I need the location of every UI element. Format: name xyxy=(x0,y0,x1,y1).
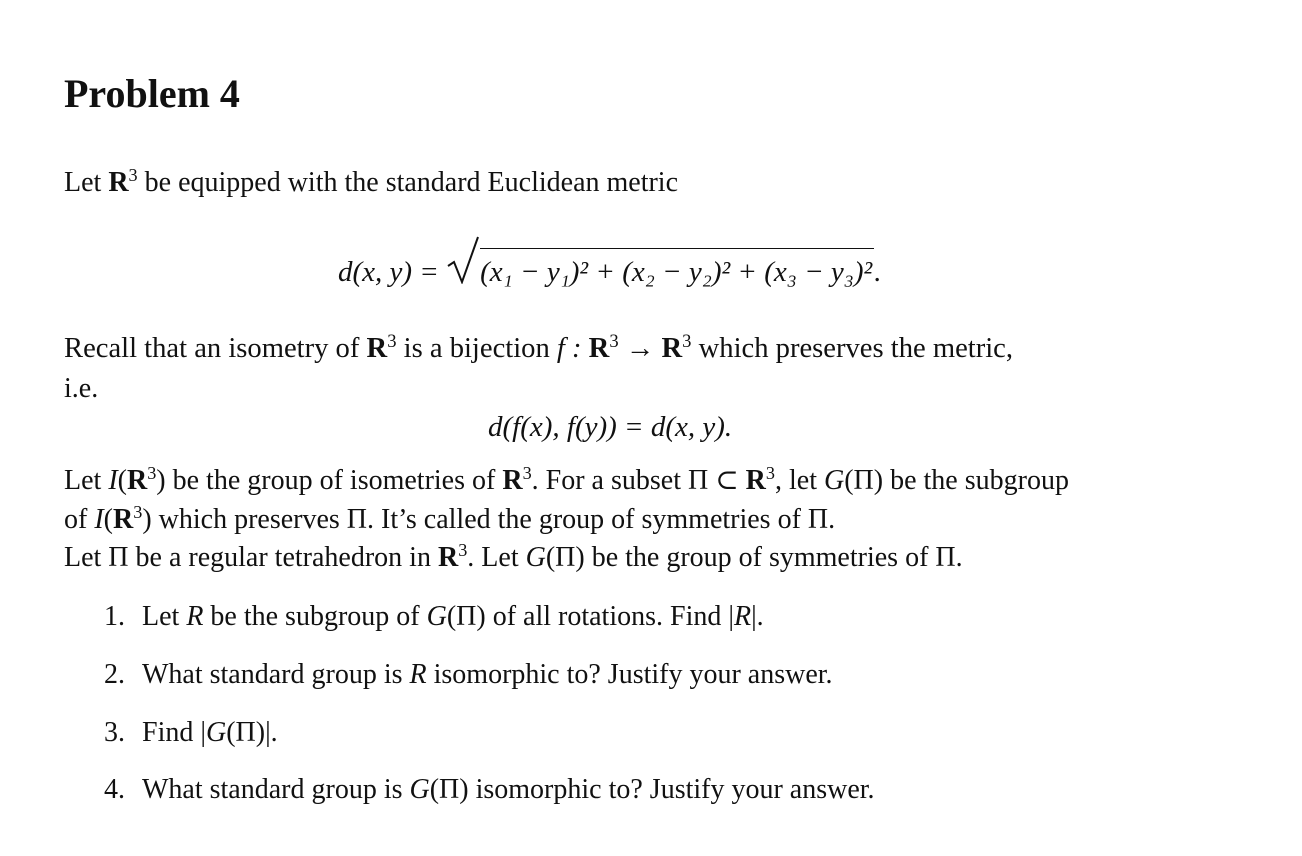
symmetry-group-symbol: G xyxy=(824,465,845,496)
list-text: be the subgroup of xyxy=(203,601,427,632)
metric-equation xyxy=(338,248,882,290)
dimension-superscript: 3 xyxy=(765,463,775,483)
groups-line-3 xyxy=(64,541,963,575)
dimension-superscript: 3 xyxy=(609,330,619,352)
space-symbol: R xyxy=(112,504,134,535)
list-number: 4. xyxy=(104,774,125,805)
space-symbol: R xyxy=(502,465,523,496)
dimension-superscript: 3 xyxy=(387,330,397,352)
recall-text-b: is a bijection xyxy=(396,333,557,364)
isometry-group-symbol: I xyxy=(108,465,118,496)
intro-line xyxy=(64,166,678,200)
arrow-symbol: → xyxy=(618,333,662,364)
metric-radicand: (x₁ − y₁)² + (x₂ − y₂)² + (x₃ − y₃)² xyxy=(480,248,874,290)
groups-text: of xyxy=(64,504,95,535)
list-text: |. xyxy=(751,601,764,632)
groups-text: Let Π be a regular tetrahedron in xyxy=(64,542,438,573)
list-item xyxy=(104,773,875,807)
space-symbol: R xyxy=(437,542,459,573)
rotation-group-symbol: R xyxy=(409,659,427,690)
radical-sign-icon xyxy=(446,236,480,284)
list-text: Let xyxy=(142,601,187,632)
dimension-superscript: 3 xyxy=(522,463,532,483)
list-text: Find | xyxy=(142,717,206,748)
metric-lhs: d(x, y) = xyxy=(338,256,447,288)
list-number: 2. xyxy=(104,659,125,690)
dimension-superscript: 3 xyxy=(147,463,157,483)
groups-text: , let xyxy=(775,465,824,496)
list-item xyxy=(104,658,833,692)
list-text: isomorphic to? Justify your answer. xyxy=(426,659,833,690)
groups-text: . For a subset Π ⊂ xyxy=(531,465,746,496)
groups-text: . Let xyxy=(467,542,526,573)
groups-line-1: Let $I(R^3)$ be the group of isometries of $R^3$. For a subset Π ⊂ $R^3$, let G(Π) be the subgroup xyxy=(64,463,1069,496)
space-symbol: R xyxy=(588,333,610,364)
dimension-superscript: 3 xyxy=(133,502,143,522)
list-text: (Π)|. xyxy=(226,717,278,748)
isometry-group-symbol: I xyxy=(94,504,104,535)
function-symbol: f : xyxy=(556,333,589,364)
recall-line-2: i.e. xyxy=(64,373,99,404)
list-text: What standard group is xyxy=(142,774,410,805)
rotation-group-symbol: R xyxy=(186,601,204,632)
list-item xyxy=(104,600,764,634)
list-item xyxy=(104,716,278,750)
space-symbol: R xyxy=(366,333,388,364)
recall-line-1 xyxy=(64,332,1013,366)
intro-prefix: Let xyxy=(64,167,109,198)
list-text: (Π) isomorphic to? Justify your answer. xyxy=(429,774,875,805)
dimension-superscript: 3 xyxy=(128,165,138,185)
list-number: 3. xyxy=(104,717,125,748)
groups-text: Let xyxy=(64,465,109,496)
list-text: (Π) of all rotations. Find | xyxy=(446,601,734,632)
recall-text-a: Recall that an isometry of xyxy=(64,333,367,364)
problem-title: Problem 4 xyxy=(64,71,240,116)
symmetry-group-symbol: G xyxy=(205,717,227,748)
groups-text: (Π) be the subgroup xyxy=(844,465,1069,496)
intro-suffix: be equipped with the standard Euclidean metric xyxy=(137,167,679,198)
symmetry-group-symbol: G xyxy=(525,542,546,573)
space-symbol: R xyxy=(126,465,148,496)
list-number: 1. xyxy=(104,601,125,632)
dimension-superscript: 3 xyxy=(458,540,468,560)
metric-end: . xyxy=(874,256,882,288)
rotation-group-symbol: R xyxy=(733,601,752,632)
dimension-superscript: 3 xyxy=(682,330,692,352)
groups-text: which preserves Π. It’s called the group of symmetries of Π. xyxy=(151,504,836,535)
groups-text: be the group of isometries of xyxy=(165,465,503,496)
space-symbol: R xyxy=(745,465,766,496)
groups-text: (Π) be the group of symmetries of Π. xyxy=(545,542,963,573)
symmetry-group-symbol: G xyxy=(426,601,447,632)
space-symbol: R xyxy=(108,167,129,198)
isometry-equation: d(f(x), f(y)) = d(x, y). xyxy=(488,411,733,443)
square-root xyxy=(446,248,874,290)
space-symbol: R xyxy=(661,333,683,364)
groups-line-2: of $I(R^3)$ which preserves Π. It’s called the group of symmetries of Π. xyxy=(64,502,836,535)
recall-text-c: which preserves the metric, xyxy=(691,333,1014,364)
symmetry-group-symbol: G xyxy=(409,774,430,805)
list-text: What standard group is xyxy=(142,659,410,690)
